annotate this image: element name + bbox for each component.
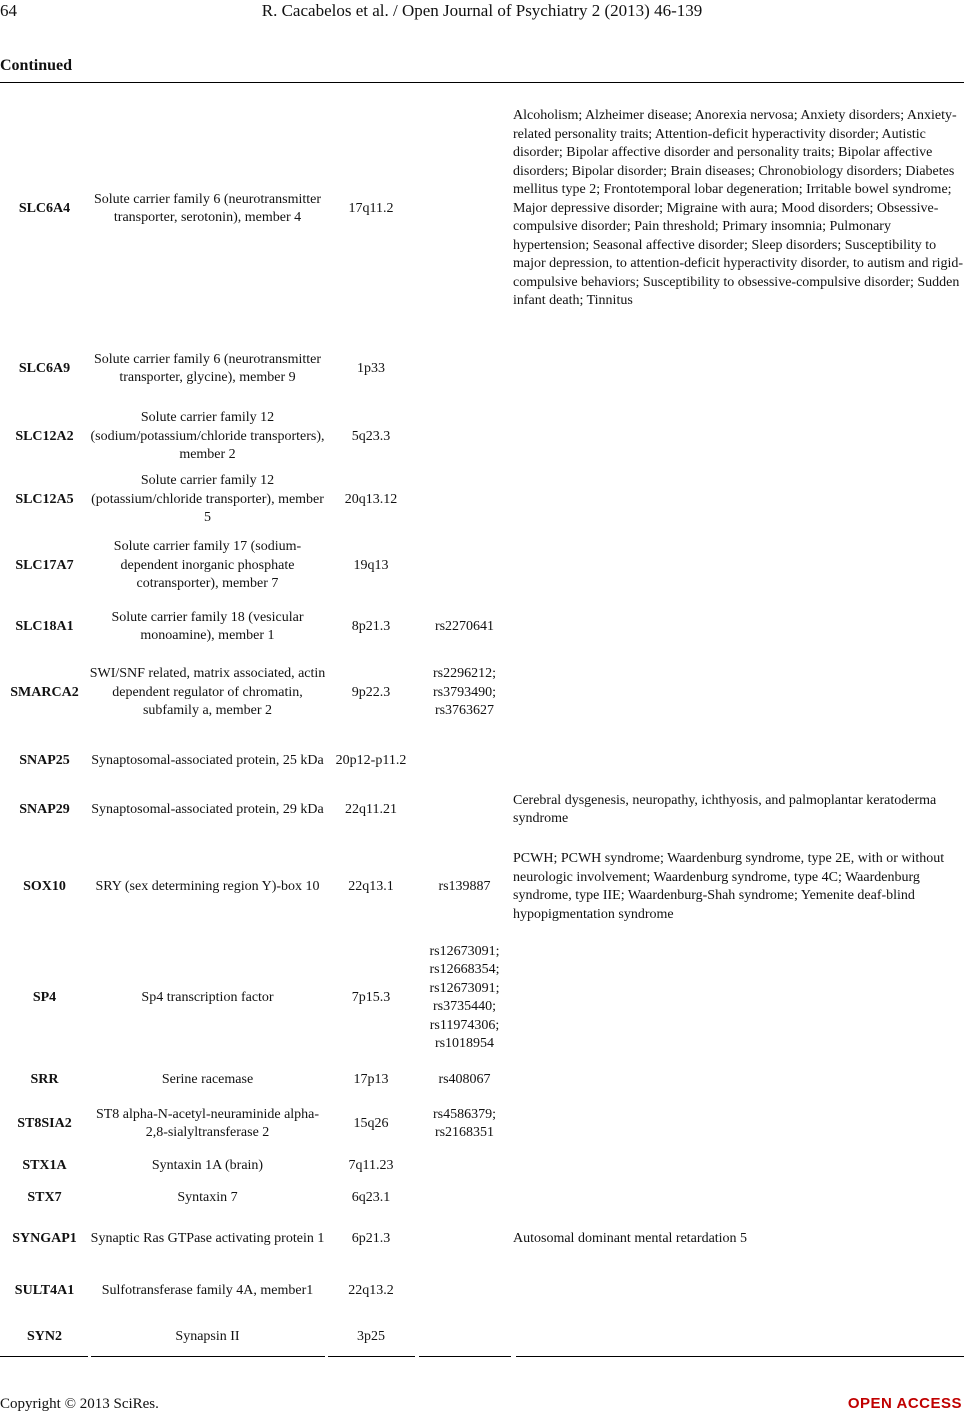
snp-ids: rs408067 — [438, 1071, 491, 1087]
snp-ids-cell — [416, 781, 513, 839]
gene-name: SWI/SNF related, matrix associated, actin dependent regulator of chromatin, subfamily a, member 2 — [89, 666, 326, 719]
gene-symbol: SNAP25 — [19, 752, 70, 768]
associated-disorders: Alcoholism; Alzheimer disease; Anorexia nervosa; Anxiety disorders; Anxiety-related personality traits; Attention-deficit hyperactivity disorder; Autistic disorder; Bipolar affective disorder and personality traits; Bipolar affective disorders; Bipolar disorder; Brain diseases; Chronobiology disorders; Diabetes mellitus type 2; Frontotemporal lobar degeneration; Irritable bowel syndrome; Major depressive disorder; Migraine with aura; Mood disorders; Obsessive-compulsive disorder; Pain threshold; Primary insomnia; Pulmonary hypertension; Seasonal affective disorder; Sleep disorders; Susceptibility to major depression, to attention-deficit hyperactivity disorder, to autism and rigid-compulsive behaviors; Susceptibility to obsessive-compulsive disorder; Sudden infant death; Tinnitus — [513, 108, 964, 309]
chromosome-locus-cell — [326, 1099, 416, 1149]
associated-disorders: Cerebral dysgenesis, neuropathy, ichthyosis, and palmoplantar keratoderma syndrome — [513, 792, 937, 826]
gene-symbol-cell — [0, 1061, 89, 1099]
gene-symbol-cell — [0, 645, 89, 741]
gene-name: Solute carrier family 17 (sodium-dependent inorganic phosphate cotransporter), member 7 — [113, 539, 302, 592]
gene-symbol-cell — [0, 330, 89, 408]
gene-name: Syntaxin 1A (brain) — [151, 1157, 264, 1173]
associated-disorders-cell — [513, 534, 964, 598]
gene-symbol: SOX10 — [23, 878, 66, 894]
snp-ids: rs139887 — [438, 878, 491, 894]
table-row — [0, 330, 964, 408]
gene-symbol: SLC12A5 — [15, 491, 74, 507]
gene-symbol: SLC17A7 — [15, 557, 74, 573]
gene-symbol-cell — [0, 1099, 89, 1149]
gene-symbol-cell — [0, 1265, 89, 1317]
gene-name: Sp4 transcription factor — [141, 989, 274, 1005]
copyright-notice: Copyright © 2013 SciRes. — [0, 1396, 159, 1412]
gene-name: Solute carrier family 6 (neurotransmitter transporter, glycine), member 9 — [93, 351, 322, 385]
chromosome-locus-cell — [326, 839, 416, 935]
gene-name-cell — [89, 741, 326, 781]
table-row — [0, 534, 964, 598]
gene-symbol: SULT4A1 — [14, 1282, 75, 1298]
table-row — [0, 1213, 964, 1265]
chromosome-locus-cell — [326, 1317, 416, 1357]
gene-name-cell — [89, 408, 326, 466]
snp-ids-cell — [416, 839, 513, 935]
page-number: 64 — [0, 1, 17, 20]
gene-name: ST8 alpha-N-acetyl-neuraminide alpha-2,8-sialyltransferase 2 — [95, 1106, 320, 1140]
chromosome-locus: 17q11.2 — [348, 200, 394, 216]
table-row — [0, 1317, 964, 1357]
gene-symbol: SYN2 — [26, 1328, 62, 1344]
table-row — [0, 935, 964, 1061]
associated-disorders: Autosomal dominant mental retardation 5 — [513, 1230, 748, 1246]
gene-symbol: SMARCA2 — [10, 684, 79, 700]
chromosome-locus-cell — [326, 1265, 416, 1317]
table-row — [0, 466, 964, 534]
snp-ids-cell — [416, 1213, 513, 1265]
gene-symbol: SLC6A9 — [18, 360, 71, 376]
snp-ids-cell — [416, 1265, 513, 1317]
chromosome-locus-cell — [326, 408, 416, 466]
chromosome-locus: 1p33 — [357, 360, 385, 376]
associated-disorders-cell — [513, 1183, 964, 1213]
chromosome-locus-cell — [326, 1061, 416, 1099]
gene-symbol-cell — [0, 781, 89, 839]
associated-disorders: PCWH; PCWH syndrome; Waardenburg syndrome, type 2E, with or without neurologic involvement; Waardenburg syndrome, type 4C; Waardenburg syndrome, type IIE; Waardenburg-Shah syndrome; Yemenite deaf-blind hypopigmentation syndrome — [513, 851, 945, 922]
chromosome-locus: 20p12-p11.2 — [335, 752, 407, 768]
chromosome-locus-cell — [326, 1149, 416, 1183]
chromosome-locus-cell — [326, 466, 416, 534]
gene-name-cell — [89, 1213, 326, 1265]
chromosome-locus: 22q13.2 — [348, 1282, 394, 1298]
gene-name-cell — [89, 839, 326, 935]
snp-ids: rs2270641 — [434, 618, 495, 634]
table-bottom-rule — [0, 1356, 88, 1357]
gene-name: Sulfotransferase family 4A, member1 — [101, 1282, 314, 1298]
chromosome-locus-cell — [326, 1183, 416, 1213]
snp-ids-cell — [416, 1099, 513, 1149]
chromosome-locus: 22q13.1 — [348, 878, 394, 894]
gene-symbol: SYNGAP1 — [12, 1230, 77, 1246]
gene-symbol-cell — [0, 1317, 89, 1357]
gene-name-cell — [89, 645, 326, 741]
chromosome-locus-cell — [326, 534, 416, 598]
associated-disorders-cell — [513, 645, 964, 741]
snp-ids-cell — [416, 1061, 513, 1099]
gene-name-cell — [89, 1061, 326, 1099]
gene-name: Synaptic Ras GTPase activating protein 1 — [90, 1230, 325, 1246]
snp-ids-cell — [416, 1317, 513, 1357]
chromosome-locus-cell — [326, 741, 416, 781]
associated-disorders-cell — [513, 1099, 964, 1149]
table-row — [0, 1265, 964, 1317]
gene-symbol-cell — [0, 741, 89, 781]
associated-disorders-cell — [513, 741, 964, 781]
gene-symbol: SLC18A1 — [15, 618, 74, 634]
chromosome-locus-cell — [326, 645, 416, 741]
chromosome-locus: 17p13 — [353, 1071, 389, 1087]
snp-ids-cell — [416, 741, 513, 781]
gene-name: Solute carrier family 12 (sodium/potassium/chloride transporters), member 2 — [90, 410, 325, 463]
gene-symbol: SLC12A2 — [15, 428, 74, 444]
gene-symbol: SRR — [30, 1071, 59, 1087]
chromosome-locus: 22q11.21 — [345, 801, 397, 817]
associated-disorders-cell — [513, 408, 964, 466]
associated-disorders-cell — [513, 1265, 964, 1317]
gene-name-cell — [89, 1099, 326, 1149]
snp-ids-cell — [416, 534, 513, 598]
gene-name: Syntaxin 7 — [177, 1189, 238, 1205]
gene-name: Solute carrier family 12 (potassium/chloride transporter), member 5 — [91, 473, 324, 526]
chromosome-locus: 7q11.23 — [348, 1157, 394, 1173]
gene-name-cell — [89, 1265, 326, 1317]
table-row — [0, 645, 964, 741]
table-bottom-rule — [91, 1356, 325, 1357]
chromosome-locus: 20q13.12 — [344, 491, 398, 507]
associated-disorders-cell — [513, 935, 964, 1061]
table-row — [0, 781, 964, 839]
gene-name: Synapsin II — [175, 1328, 240, 1344]
chromosome-locus: 19q13 — [353, 557, 389, 573]
gene-name-cell — [89, 88, 326, 330]
associated-disorders-cell — [513, 1149, 964, 1183]
snp-ids-cell — [416, 88, 513, 330]
gene-symbol-cell — [0, 534, 89, 598]
table-bottom-rule — [328, 1356, 415, 1357]
table-row — [0, 1099, 964, 1149]
snp-ids-cell — [416, 1149, 513, 1183]
gene-symbol: SP4 — [32, 989, 57, 1005]
gene-symbol: STX7 — [27, 1189, 62, 1205]
gene-name: Solute carrier family 18 (vesicular monoamine), member 1 — [111, 609, 304, 643]
open-access-label: OPEN ACCESS — [847, 1395, 962, 1412]
table-row — [0, 1149, 964, 1183]
gene-name: Serine racemase — [161, 1071, 254, 1087]
associated-disorders-cell — [513, 330, 964, 408]
associated-disorders-cell — [513, 781, 964, 839]
associated-disorders-cell — [513, 1317, 964, 1357]
snp-ids: rs2296212; rs3793490; rs3763627 — [433, 666, 496, 719]
associated-disorders-cell — [513, 1213, 964, 1265]
snp-ids: rs12673091; rs12668354; rs12673091; rs3735440; rs11974306; rs1018954 — [429, 943, 500, 1051]
gene-symbol-cell — [0, 1183, 89, 1213]
snp-ids-cell — [416, 935, 513, 1061]
running-head — [0, 0, 964, 22]
gene-symbol: STX1A — [22, 1157, 67, 1173]
table-bottom-rule — [516, 1356, 964, 1357]
table-row — [0, 1183, 964, 1213]
chromosome-locus: 8p21.3 — [351, 618, 391, 634]
gene-name-cell — [89, 1317, 326, 1357]
gene-symbol-cell — [0, 1149, 89, 1183]
table-top-rule — [0, 82, 964, 83]
snp-ids: rs4586379; rs2168351 — [433, 1106, 496, 1140]
chromosome-locus-cell — [326, 1213, 416, 1265]
running-head-text: R. Cacabelos et al. / Open Journal of Psychiatry 2 (2013) 46-139 — [261, 1, 703, 20]
gene-name-cell — [89, 466, 326, 534]
gene-name: SRY (sex determining region Y)-box 10 — [95, 878, 320, 894]
table-row — [0, 1061, 964, 1099]
chromosome-locus: 7p15.3 — [351, 989, 391, 1005]
chromosome-locus: 6q23.1 — [351, 1189, 391, 1205]
gene-name-cell — [89, 330, 326, 408]
chromosome-locus: 5q23.3 — [351, 428, 391, 444]
chromosome-locus: 9p22.3 — [351, 684, 391, 700]
chromosome-locus: 3p25 — [357, 1328, 385, 1344]
associated-disorders-cell — [513, 466, 964, 534]
gene-symbol: SNAP29 — [19, 801, 70, 817]
gene-name-cell — [89, 1149, 326, 1183]
snp-ids-cell — [416, 330, 513, 408]
snp-ids-cell — [416, 408, 513, 466]
snp-ids-cell — [416, 1183, 513, 1213]
associated-disorders-cell — [513, 88, 964, 330]
gene-symbol-cell — [0, 408, 89, 466]
table-row — [0, 741, 964, 781]
gene-name: Synaptosomal-associated protein, 25 kDa — [91, 752, 324, 768]
associated-disorders-cell — [513, 839, 964, 935]
chromosome-locus-cell — [326, 88, 416, 330]
snp-ids-cell — [416, 466, 513, 534]
chromosome-locus: 6p21.3 — [351, 1230, 391, 1246]
gene-symbol: ST8SIA2 — [17, 1115, 72, 1131]
chromosome-locus-cell — [326, 935, 416, 1061]
gene-name-cell — [89, 935, 326, 1061]
gene-symbol-cell — [0, 466, 89, 534]
gene-name: Solute carrier family 6 (neurotransmitter transporter, serotonin), member 4 — [93, 191, 322, 225]
table-row — [0, 839, 964, 935]
gene-name-cell — [89, 534, 326, 598]
chromosome-locus-cell — [326, 781, 416, 839]
associated-disorders-cell — [513, 1061, 964, 1099]
gene-name-cell — [89, 781, 326, 839]
gene-symbol: SLC6A4 — [18, 200, 71, 216]
gene-symbol-cell — [0, 839, 89, 935]
table-row — [0, 408, 964, 466]
continued-label: Continued — [0, 57, 73, 74]
chromosome-locus-cell — [326, 330, 416, 408]
gene-name-cell — [89, 1183, 326, 1213]
gene-symbol-cell — [0, 88, 89, 330]
gene-symbol-cell — [0, 935, 89, 1061]
chromosome-locus: 15q26 — [353, 1115, 389, 1131]
snp-ids-cell — [416, 645, 513, 741]
table-row — [0, 88, 964, 330]
gene-name: Synaptosomal-associated protein, 29 kDa — [91, 801, 324, 817]
gene-symbol-cell — [0, 1213, 89, 1265]
table-bottom-rule — [419, 1356, 511, 1357]
